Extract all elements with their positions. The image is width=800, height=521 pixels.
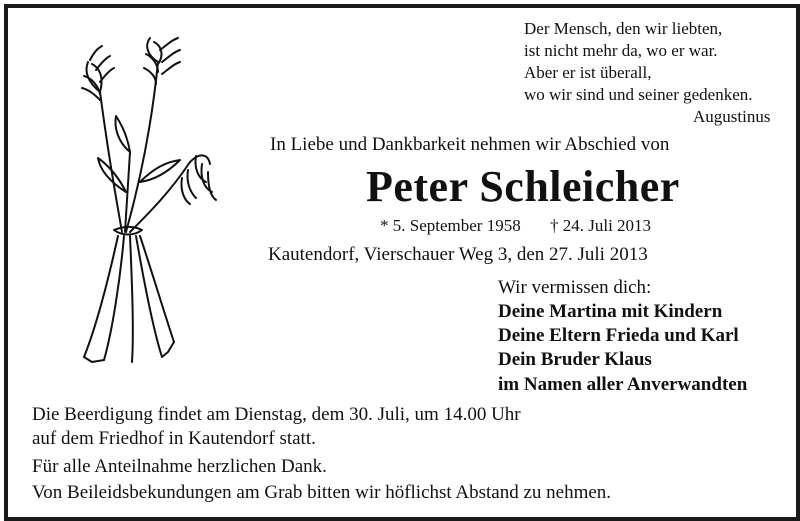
birth-date: * 5. September 1958: [380, 216, 521, 235]
funeral-info-line: auf dem Friedhof in Kautendorf statt.: [32, 428, 316, 449]
quote-line: Aber er ist überall,: [524, 63, 652, 82]
intro-text: In Liebe und Dankbarkeit nehmen wir Abschied von: [270, 134, 670, 155]
place-date: Kautendorf, Vierschauer Weg 3, den 27. Juli 2013: [268, 244, 648, 265]
mourner-name: im Namen aller Anverwandten: [498, 374, 748, 395]
deceased-name: Peter Schleicher: [366, 162, 680, 211]
mourner-name: Deine Eltern Frieda und Karl: [498, 325, 739, 346]
mourner-name: Dein Bruder Klaus: [498, 349, 652, 370]
quote-line: Der Mensch, den wir liebten,: [524, 19, 723, 38]
death-date: † 24. Juli 2013: [550, 216, 652, 235]
quote-line: wo wir sind und seiner gedenken.: [524, 85, 753, 104]
thanks-text: Für alle Anteilnahme herzlichen Dank.: [32, 456, 327, 477]
quote-line: ist nicht mehr da, wo er war.: [524, 41, 718, 60]
mourner-name: Deine Martina mit Kindern: [498, 301, 723, 322]
quote-author: Augustinus: [693, 107, 771, 126]
mourners-heading: Wir vermissen dich:: [498, 277, 652, 298]
funeral-info-line: Die Beerdigung findet am Dienstag, dem 30. Juli, um 14.00 Uhr: [32, 404, 521, 425]
condolence-request: Von Beileidsbekundungen am Grab bitten wir höflichst Abstand zu nehmen.: [32, 482, 612, 503]
wheat-bundle-icon: [70, 32, 220, 372]
